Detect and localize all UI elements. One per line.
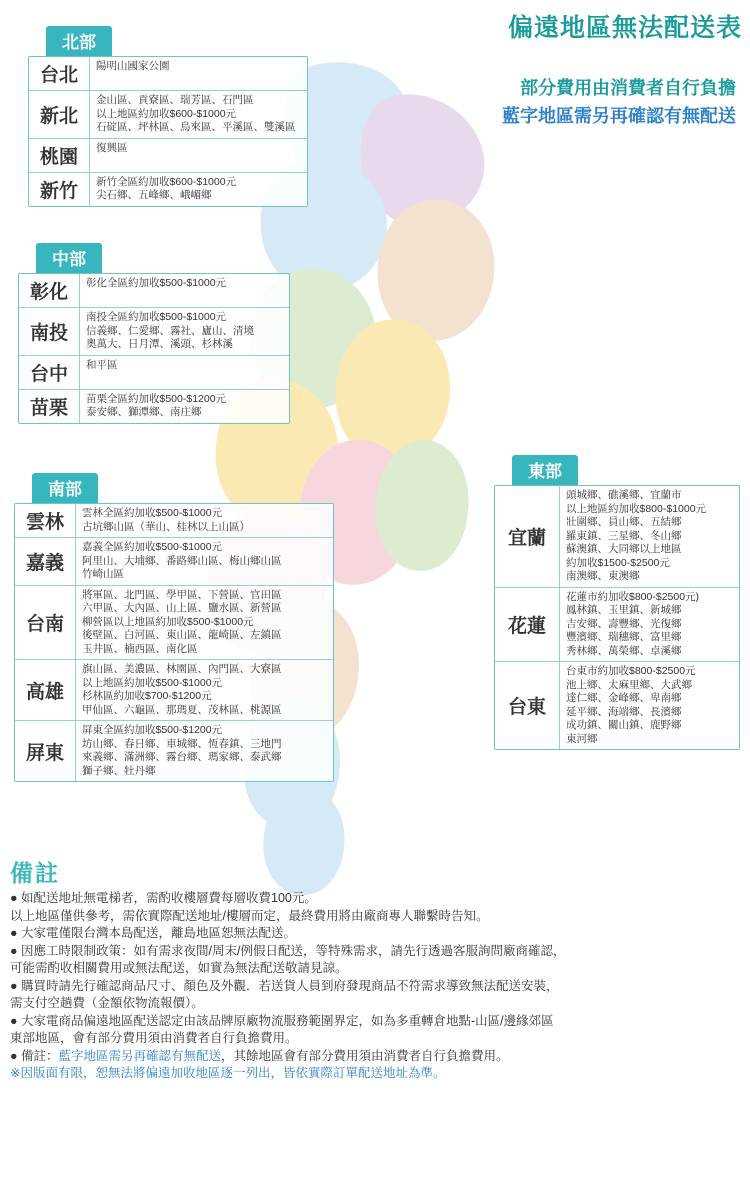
city-detail: 新竹全區約加收$600-$1000元 尖石鄉、五峰鄉、峨嵋鄉 <box>96 175 237 201</box>
region-block-north <box>28 26 308 207</box>
city-label: 高雄 <box>15 660 76 720</box>
note-blue-highlight: 藍字地區需另再確認有無配送 <box>58 1048 222 1063</box>
city-detail: 將軍區、北門區、學甲區、下營區、官田區 六甲區、大內區、山上區、鹽水區、新營區 柳營區以上地區約加收$500-$1000元 後壁區、白河區、東山區、龍崎區、左鎮區 玉井區、楠西區、南化區 <box>82 588 282 655</box>
city-detail: 屏東全區約加收$500-$1200元 坊山鄉、春日鄉、車城鄉、恆春鎮、三地門 來義鄉、滿洲鄉、霧台鄉、瑪家鄉、泰武鄉 獅子鄉、牡丹鄉 <box>82 724 282 777</box>
table-row <box>29 57 307 91</box>
city-detail: 台東市約加收$800-$2500元 池上鄉、太麻里鄉、大武鄉 達仁鄉、金峰鄉、卑南鄉 延平鄉、海端鄉、長濱鄉 成功鎮、關山鎮、鹿野鄉 東河鄉 <box>566 665 696 745</box>
region-table-east <box>494 485 740 750</box>
table-row <box>29 139 307 173</box>
subtitle-fee-note: 部分費用由消費者自行負擔 <box>520 78 736 98</box>
region-table-north <box>28 56 308 207</box>
region-block-south <box>14 473 334 782</box>
region-table-central <box>18 273 290 424</box>
note-item: ● 大家電商品偏遠地區配送認定由該品牌原廠物流服務範圍界定，如為多重轉倉地點-山區/邊緣郊區 <box>10 1013 554 1028</box>
city-detail: 雲林全區約加收$500-$1000元 古坑鄉山區（華山、桂林以上山區） <box>82 507 250 533</box>
region-title-east: 東部 <box>512 455 578 485</box>
city-detail: 南投全區約加收$500-$1000元 信義鄉、仁愛鄉、霧社、廬山、清境 奧萬大、日月潭、溪頭、杉林溪 <box>86 311 254 350</box>
note-item: ● 如配送地址無電梯者，需酌收樓層費每層收費100元。 <box>10 891 317 905</box>
city-label: 台北 <box>29 57 90 90</box>
table-row <box>29 91 307 139</box>
note-item: 可能需酌收相關費用或無法配送，如實為無法配送敬請見諒。 <box>10 961 348 975</box>
region-table-south <box>14 503 334 782</box>
city-label: 屏東 <box>15 721 76 781</box>
city-label: 新竹 <box>29 173 90 206</box>
note-item: 東部地區，會有部分費用須由消費者自行負擔費用。 <box>10 1031 298 1045</box>
city-detail: 花蓮市約加收$800-$2500元) 鳳林鎮、玉里鎮、新城鄉 吉安鄉、壽豐鄉、光復鄉 豐濱鄉、瑞穗鄉、富里鄉 秀林鄉、萬榮鄉、卓溪鄉 <box>566 590 700 657</box>
note-item: ● 大家電僅限台灣本島配送，離島地區恕無法配送。 <box>10 926 297 940</box>
table-row <box>15 721 333 781</box>
map-region-east-north <box>377 200 494 341</box>
city-label: 花蓮 <box>495 588 560 662</box>
region-title-north: 北部 <box>46 26 112 56</box>
page-title: 偏遠地區無法配送表 <box>507 14 742 42</box>
city-detail: 復興區 <box>96 141 128 154</box>
note-blue-rest: ，其餘地區會有部分費用須由消費者自行負擔費用。 <box>221 1048 509 1063</box>
table-row <box>19 356 289 390</box>
note-item-blue <box>10 1048 740 1066</box>
notes-title: 備註 <box>10 860 60 886</box>
region-block-east <box>494 455 740 750</box>
city-label: 苗栗 <box>19 390 80 423</box>
table-row <box>19 274 289 308</box>
note-item: 以上地區僅供參考，需依實際配送地址/樓層而定，最終費用將由廠商專人聯繫時告知。 <box>10 908 489 923</box>
region-title-south: 南部 <box>32 473 98 503</box>
subtitle-blue-note: 藍字地區需另再確認有無配送 <box>502 106 736 126</box>
table-row <box>15 586 333 661</box>
table-row <box>15 504 333 538</box>
city-label: 新北 <box>29 91 90 138</box>
notes-section <box>10 855 740 1083</box>
table-row <box>29 173 307 206</box>
city-detail: 旗山區、美濃區、林園區、內門區、大寮區 以上地區約加收$500-$1000元 杉林區約加收$700-$1200元 甲仙區、六龜區、那瑪夏、茂林區、桃源區 <box>82 663 282 716</box>
region-block-central <box>18 243 290 424</box>
city-label: 嘉義 <box>15 538 76 585</box>
note-item: ● 購買時請先行確認商品尺寸、顏色及外觀．若送貨人員到府發現商品不符需求導致無法配送安裝， <box>10 978 559 993</box>
city-detail: 金山區、貢寮區、瑞芳區、石門區 以上地區約加收$600-$1000元 石碇區、坪林區、烏來區、平溪區、雙溪區 <box>96 94 296 133</box>
note-item: 需支付空趟費（金額依物流報價）。 <box>10 996 204 1010</box>
city-label: 雲林 <box>15 504 76 537</box>
city-detail: 苗栗全區約加收$500-$1200元 泰安鄉、獅潭鄉、南庄鄉 <box>86 392 227 418</box>
table-row <box>15 660 333 721</box>
city-label: 桃園 <box>29 139 90 172</box>
city-label: 彰化 <box>19 274 80 307</box>
city-label: 宜蘭 <box>495 486 560 587</box>
table-row <box>495 662 739 749</box>
city-label: 台中 <box>19 356 80 389</box>
note-item: ● 因應工時限制政策：如有需求夜間/周末/例假日配送，等特殊需求，請先行透過客服詢問廠商確認， <box>10 943 566 958</box>
table-row <box>19 308 289 356</box>
city-detail: 嘉義全區約加收$500-$1000元 阿里山、大埔鄉、番路鄉山區、梅山鄉山區 竹崎山區 <box>82 541 282 580</box>
city-detail: 頭城鄉、礁溪鄉、宜蘭市 以上地區約加收$800-$1000元 壯圍鄉、員山鄉、五結鄉 羅東鎮、三星鄉、冬山鄉 蘇澳鎮、大同鄉以上地區 約加收$1500-$2500元 南澳鄉、東澳鄉 <box>566 489 707 582</box>
table-row <box>495 486 739 588</box>
table-row <box>19 390 289 423</box>
city-label: 台東 <box>495 662 560 749</box>
city-detail: 彰化全區約加收$500-$1000元 <box>86 277 227 289</box>
table-row <box>495 588 739 663</box>
table-row <box>15 538 333 586</box>
note-final: ※因版面有限，恕無法將偏遠加收地區逐一列出，皆依實際訂單配送地址為準。 <box>10 1066 446 1080</box>
city-label: 台南 <box>15 586 76 660</box>
city-detail: 和平區 <box>86 358 118 371</box>
city-label: 南投 <box>19 308 80 355</box>
region-title-central: 中部 <box>36 243 102 273</box>
note-blue-prefix: ● 備註： <box>10 1048 59 1063</box>
city-detail: 陽明山國家公園 <box>96 60 170 72</box>
map-region-central-east <box>335 320 450 461</box>
